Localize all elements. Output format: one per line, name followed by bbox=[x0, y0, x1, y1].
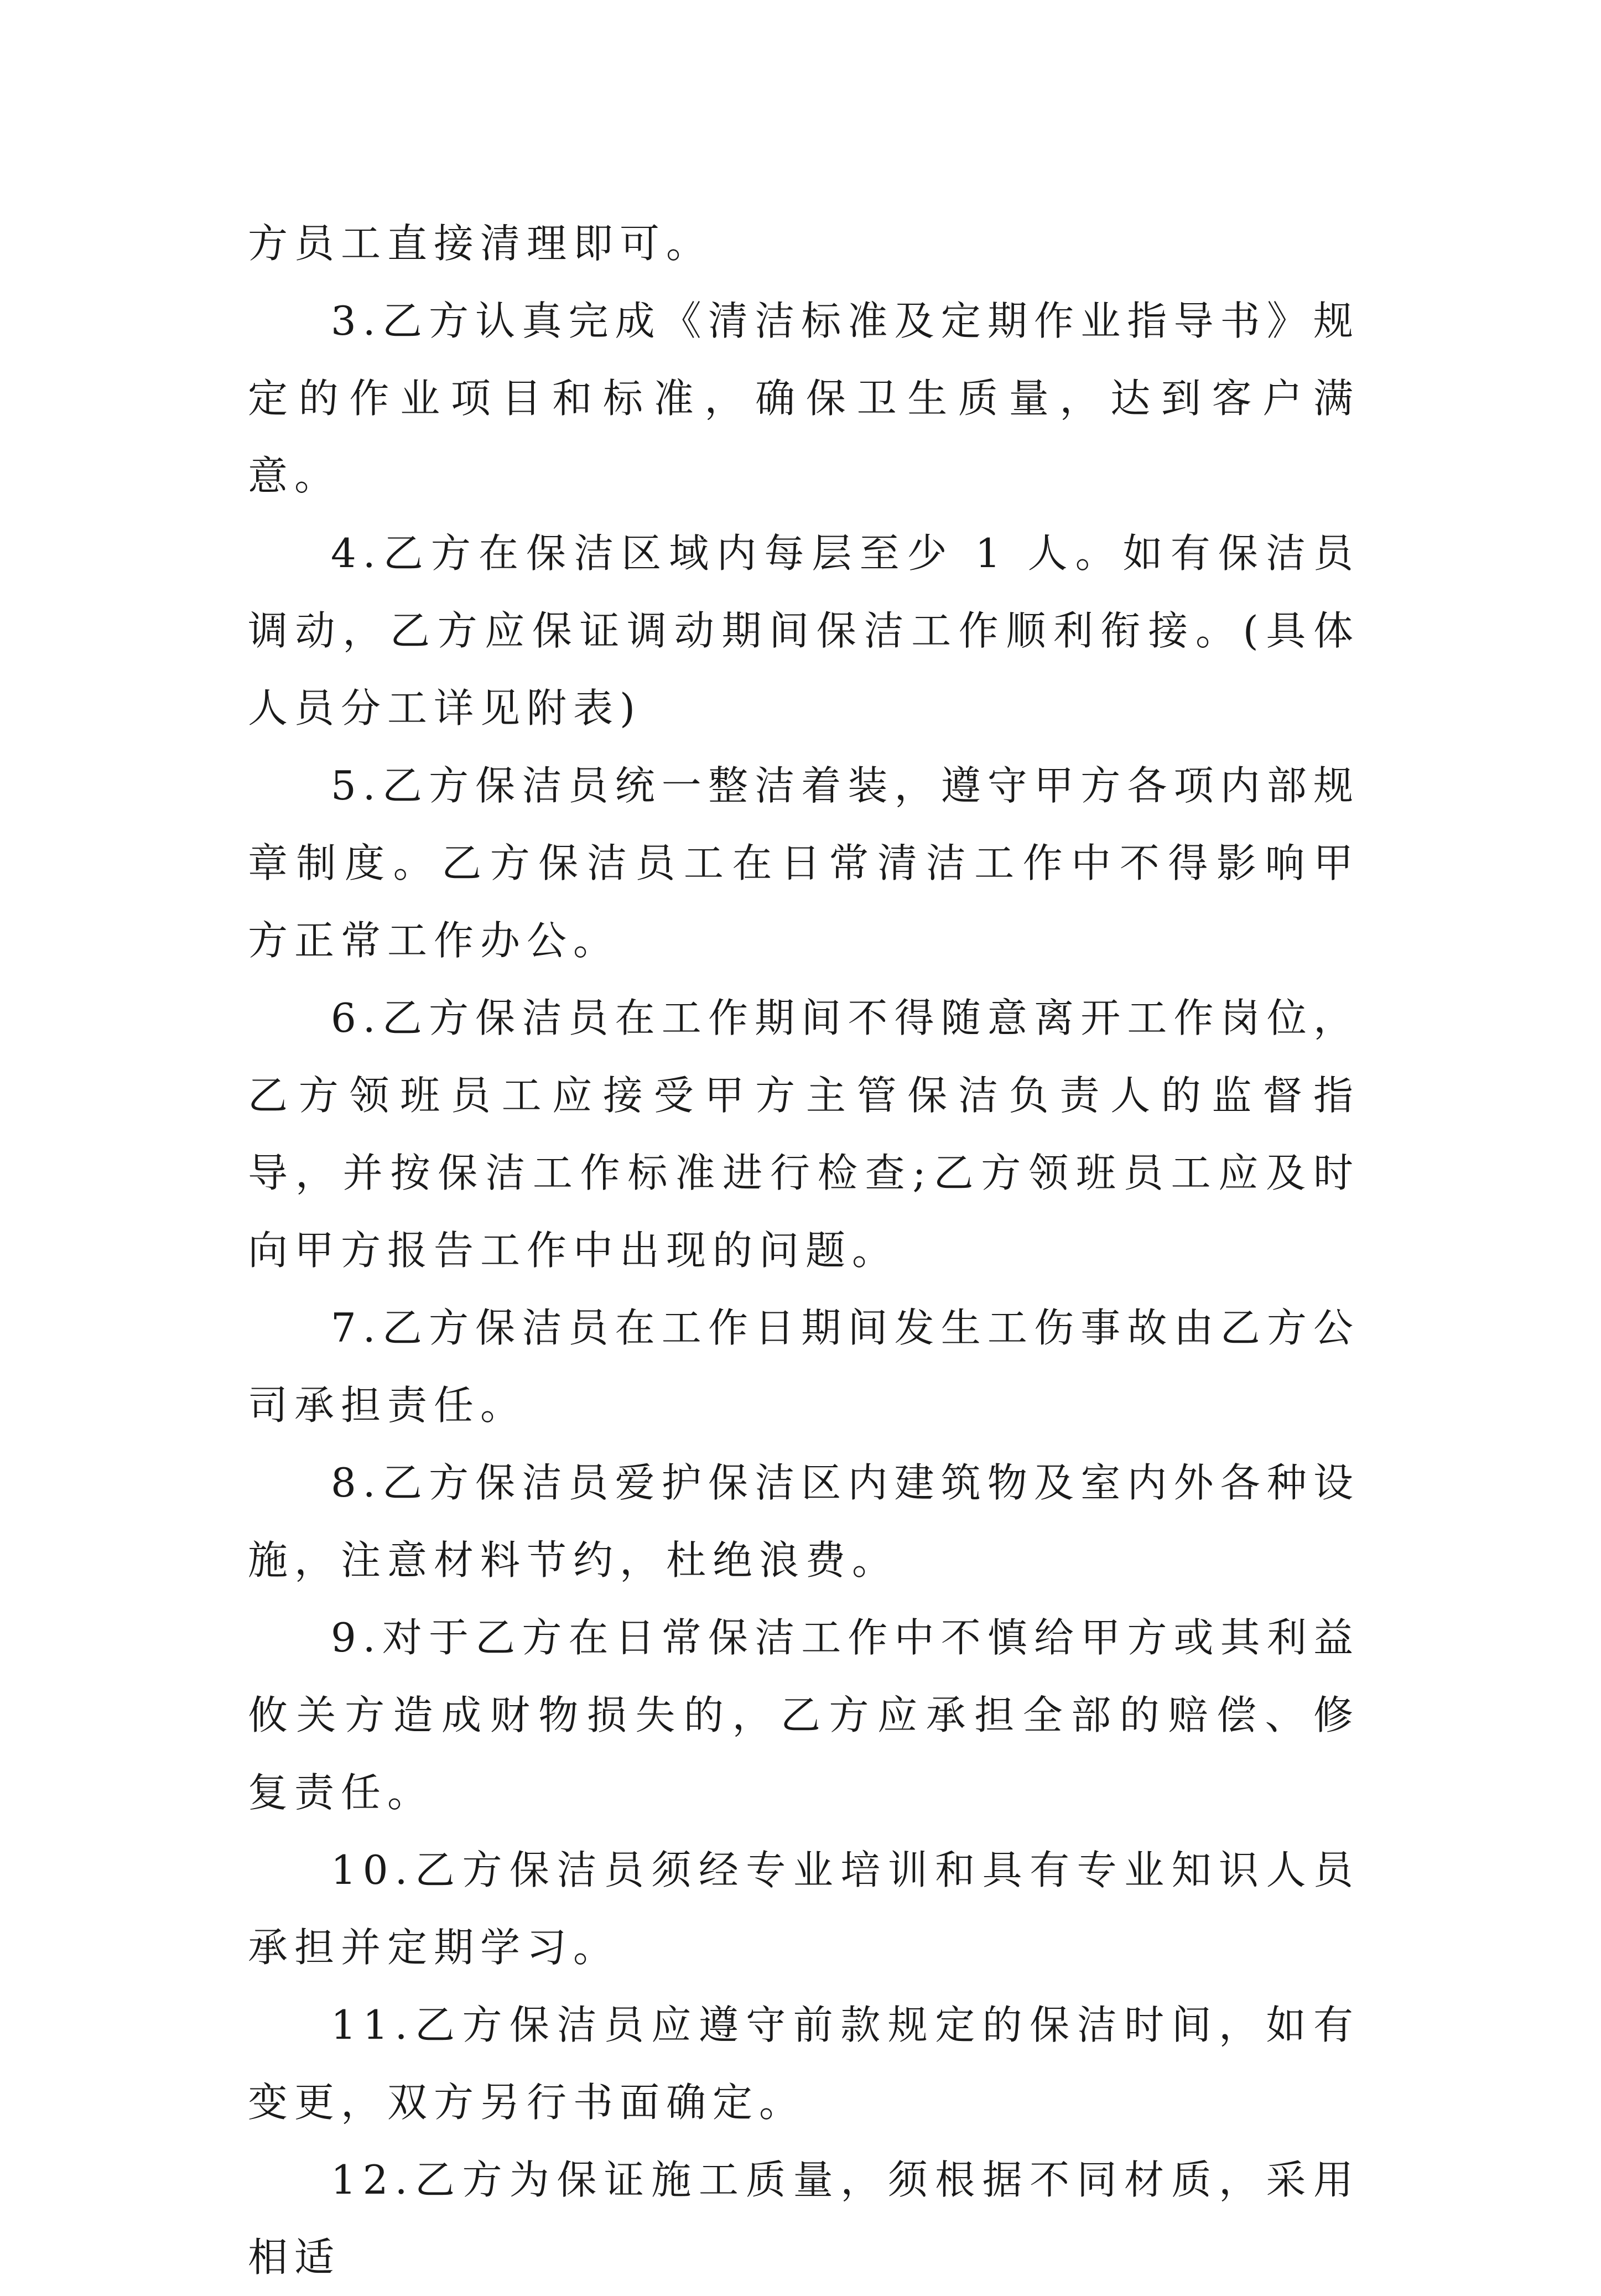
clause-8: 8.乙方保洁员爱护保洁区内建筑物及室内外各种设施，注意材料节约，杜绝浪费。 bbox=[248, 1459, 1360, 1583]
paragraph-continuation: 方员工直接清理即可。 bbox=[248, 220, 713, 267]
clause-10: 10.乙方保洁员须经专业培训和具有专业知识人员承担并定期学习。 bbox=[248, 1847, 1360, 1971]
clause-3: 3.乙方认真完成《清洁标准及定期作业指导书》规定的作业项目和标准，确保卫生质量，达到客户满意。 bbox=[248, 298, 1360, 499]
clause-11: 11.乙方保洁员应遵守前款规定的保洁时间，如有变更，双方另行书面确定。 bbox=[248, 2002, 1360, 2126]
clause-5: 5.乙方保洁员统一整洁着装，遵守甲方各项内部规章制度。乙方保洁员工在日常清洁工作中不得影响甲方正常工作办公。 bbox=[248, 762, 1360, 964]
clause-7: 7.乙方保洁员在工作日期间发生工伤事故由乙方公司承担责任。 bbox=[248, 1305, 1360, 1428]
document-body bbox=[248, 205, 1360, 2296]
clause-6: 6.乙方保洁员在工作期间不得随意离开工作岗位，乙方领班员工应接受甲方主管保洁负责人的监督指导，并按保洁工作标准进行检查;乙方领班员工应及时向甲方报告工作中出现的问题。 bbox=[248, 995, 1360, 1274]
clause-4: 4.乙方在保洁区域内每层至少 1 人。如有保洁员调动，乙方应保证调动期间保洁工作顺利衔接。(具体人员分工详见附表) bbox=[248, 530, 1360, 731]
clause-9: 9.对于乙方在日常保洁工作中不慎给甲方或其利益攸关方造成财物损失的，乙方应承担全部的赔偿、修复责任。 bbox=[248, 1614, 1360, 1816]
clause-12: 12.乙方为保证施工质量，须根据不同材质，采用相适 bbox=[248, 2157, 1360, 2281]
